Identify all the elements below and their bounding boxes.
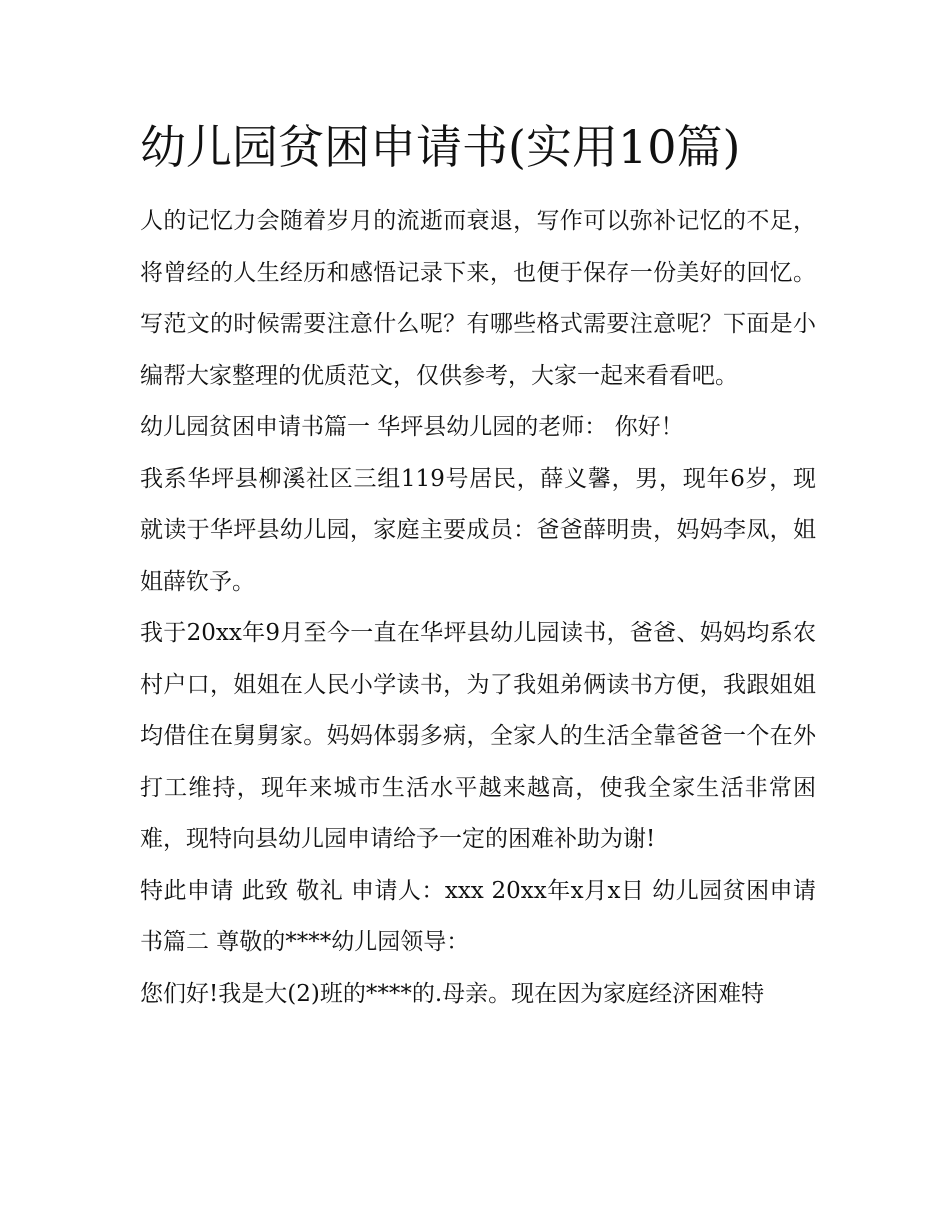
paragraph-salutation: 幼儿园贫困申请书篇一 华坪县幼儿园的老师： 你好！	[140, 414, 684, 440]
document-title: 幼儿园贫困申请书(实用10篇)	[140, 120, 741, 174]
paragraph-family-situation: 我于20xx年9月至今一直在华坪县幼儿园读书，爸爸、妈妈均系农村户口，姐姐在人民小学读书，为了我姐弟俩读书方便，我跟姐姐均借住在舅舅家。妈妈体弱多病，全家人的生活全靠爸爸一个在外打工维持，现年来城市生活水平越来越高，使我全家生活非常困难，现特向县幼儿园申请给予一定的困难补助为谢!	[140, 620, 816, 852]
paragraph-applicant-info: 我系华坪县柳溪社区三组119号居民，薛义馨，男，现年6岁，现就读于华坪县幼儿园，家庭主要成员：爸爸薛明贵，妈妈李凤，姐姐薛钦予。	[140, 465, 816, 595]
document-body	[140, 196, 816, 1020]
paragraph-second-letter: 您们好!我是大(2)班的****的.母亲。现在因为家庭经济困难特	[140, 980, 765, 1007]
paragraph-closing: 特此申请 此致 敬礼 申请人：xxx 20xx年x月x日 幼儿园贫困申请书篇二 尊敬的****幼儿园领导：	[140, 877, 816, 955]
paragraph-intro: 人的记忆力会随着岁月的流逝而衰退，写作可以弥补记忆的不足，将曾经的人生经历和感悟记录下来，也便于保存一份美好的回忆。写范文的时候需要注意什么呢？有哪些格式需要注意呢？下面是小编帮大家整理的优质范文，仅供参考，大家一起来看看吧。	[140, 208, 816, 389]
